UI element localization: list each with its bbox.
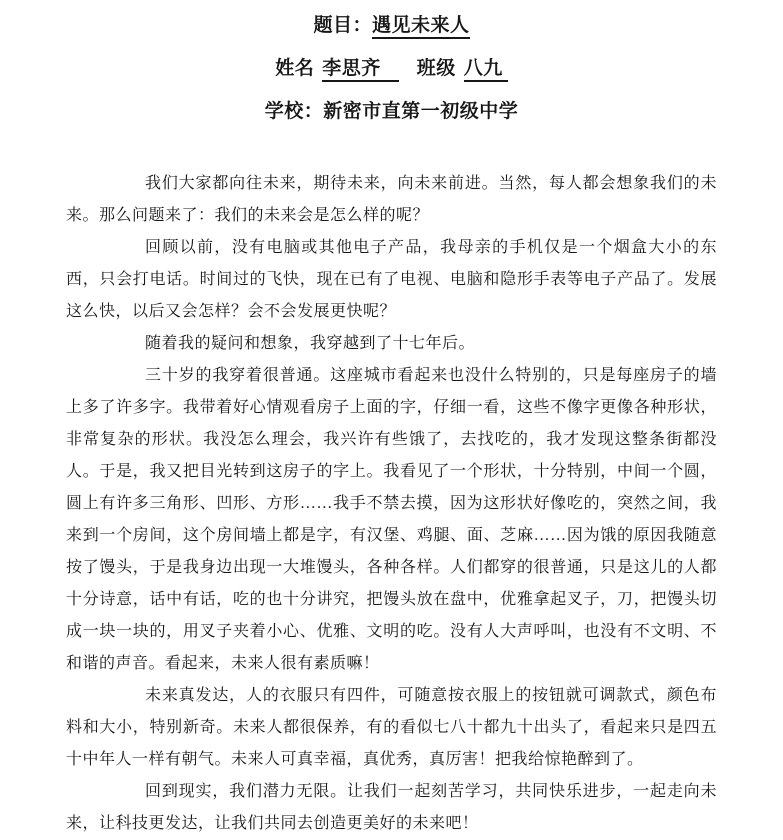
title-value-underlined: 遇见未来人	[372, 15, 470, 39]
paragraph-future-city: 三十岁的我穿着很普通。这座城市看起来也没什么特别的，只是每座房子的墙上多了许多字。我带着好心情观看房子上面的字，仔细一看，这些不像字更像各种形状，非常复杂的形状。我没怎么理会，我兴许有些饿了，去找吃的，我才发现这整条街都没人。于是，我又把目光转到这房子的字上。我看见了一个形状，十分特别，中间一个圆，圆上有许多三角形、凹形、方形……我手不禁去摸，因为这形状好像吃的，突然之间，我来到一个房间，这个房间墙上都是字，有汉堡、鸡腿、面、芝麻……因为饿的原因我随意按了馒头，于是我身边出现一大堆馒头，各种各样。人们都穿的很普通，只是这儿的人都十分诗意，话中有话，吃的也十分讲究，把馒头放在盘中，优雅拿起叉子，刀，把馒头切成一块一块的，用叉子夹着小心、优雅、文明的吃。没有人大声呼叫，也没有不文明、不和谐的声音。看起来，未来人很有素质嘛！	[66, 367, 717, 672]
class-value-underlined: 八九	[464, 58, 508, 82]
name-value-underlined: 李思齐	[322, 58, 399, 82]
essay-header	[66, 14, 717, 124]
paragraph-future-life: 未来真发达，人的衣服只有四件，可随意按衣服上的按钮就可调款式，颜色布料和大小，特别新奇。未来人都很保养，有的看似七八十都九十出头了，看起来只是四五十中年人一样有朝气。未来人可真幸福，真优秀，真厉害！把我给惊艳醉到了。	[66, 687, 717, 768]
paragraph-conclusion: 回到现实，我们潜力无限。让我们一起刻苦学习，共同快乐进步，一起走向未来，让科技更发达，让我们共同去创造更美好的未来吧！	[66, 783, 717, 832]
name-label: 姓名	[275, 58, 315, 79]
paragraph-past-review: 回顾以前，没有电脑或其他电子产品，我母亲的手机仅是一个烟盒大小的东西，只会打电话。时间过的飞快，现在已有了电视、电脑和隐形手表等电子产品了。发展这么快，以后又会怎样？会不会发展更快呢？	[66, 239, 717, 320]
title-line	[66, 14, 717, 38]
paragraph-intro: 我们大家都向往未来，期待未来，向未来前进。当然，每人都会想象我们的未来。那么问题来了：我们的未来会是怎么样的呢？	[66, 175, 717, 224]
essay-body	[66, 168, 717, 840]
school-line	[66, 100, 717, 124]
paragraph-time-travel: 随着我的疑问和想象，我穿越到了十七年后。	[145, 335, 476, 352]
school-text: 学校：新密市直第一初级中学	[264, 101, 519, 122]
student-info-line	[66, 57, 717, 81]
title-label: 题目：	[313, 15, 372, 36]
class-label: 班级	[416, 58, 456, 79]
